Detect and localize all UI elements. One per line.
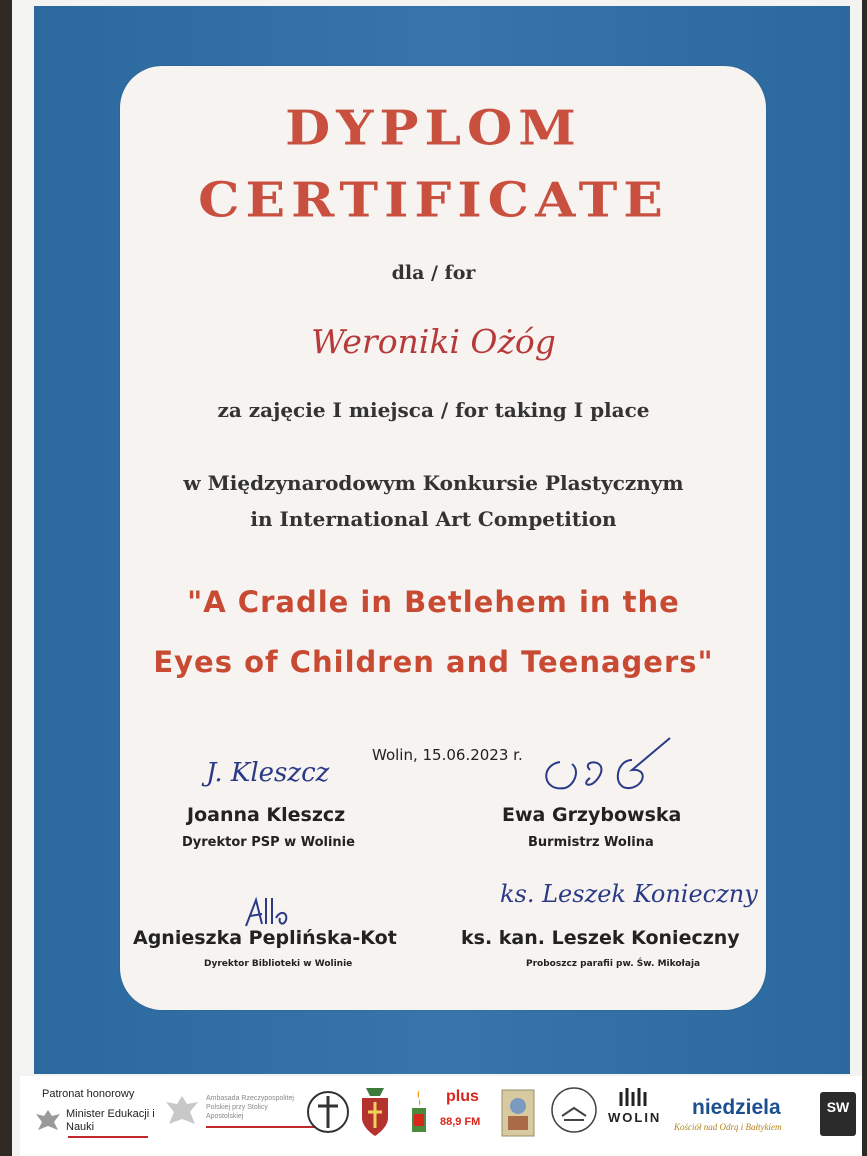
niedziela-subtitle: Kościół nad Odrą i Bałtykiem — [674, 1122, 782, 1132]
signatory-role-2: Burmistrz Wolina — [528, 835, 654, 850]
embassy-label: Ambasada Rzeczypospolitej Polskiej przy Stolicy Apostolskiej — [206, 1095, 294, 1120]
embassy-underline — [206, 1126, 316, 1128]
title-polish: DYPLOM — [285, 100, 582, 157]
minister-label: Minister Edukacji i Nauki — [66, 1108, 155, 1133]
minister-underline — [68, 1136, 148, 1138]
embassy-eagle-icon — [162, 1092, 202, 1136]
signatory-role-1: Dyrektor PSP w Wolinie — [182, 835, 355, 850]
niedziela-label: niedziela — [692, 1096, 781, 1119]
cross-dove-logo-icon — [306, 1086, 350, 1138]
signatory-name-2: Ewa Grzybowska — [502, 804, 682, 826]
signatory-name-4: ks. kan. Leszek Konieczny — [461, 927, 740, 949]
wolin-logo-icon — [618, 1086, 652, 1108]
theme-line-2: Eyes of Children and Teenagers" — [153, 645, 714, 679]
theme-line-1: "A Cradle in Betlehem in the — [187, 585, 680, 619]
signatory-role-3: Dyrektor Biblioteki w Wolinie — [204, 959, 353, 969]
library-logo-icon — [548, 1084, 600, 1142]
signatory-name-1: Joanna Kleszcz — [187, 804, 346, 826]
signatory-name-3: Agnieszka Peplińska-Kot — [133, 927, 397, 949]
competition-english: in International Art Competition — [250, 507, 617, 531]
competition-polish: w Międzynarodowym Konkursie Plastycznym — [183, 471, 684, 495]
sponsors-strip — [20, 1076, 862, 1156]
radio-frequency: 88,9 FM — [440, 1116, 481, 1128]
signature-konieczny: ks. Leszek Konieczny — [500, 880, 758, 908]
title-english: CERTIFICATE — [198, 172, 669, 229]
eagle-emblem-icon — [34, 1106, 62, 1136]
icon-painting-logo-icon — [500, 1088, 536, 1138]
signatory-role-4: Proboszcz parafii pw. Św. Mikołaja — [526, 959, 701, 969]
for-label: dla / for — [391, 262, 476, 284]
signature-grzybowska — [520, 730, 700, 800]
place-date: Wolin, 15.06.2023 r. — [372, 746, 523, 764]
candle-logo-icon — [406, 1086, 432, 1138]
patronat-label: Patronat honorowy — [42, 1088, 135, 1100]
recipient-name: Weroniki Ożóg — [311, 322, 556, 361]
sw-logo: SW — [820, 1092, 856, 1136]
signature-kleszcz: J. Kleszcz — [206, 758, 330, 788]
radio-plus-label: plus — [446, 1088, 479, 1105]
award-text: za zajęcie I miejsca / for taking I place — [217, 398, 650, 422]
bishop-coat-of-arms-icon — [356, 1084, 394, 1142]
wolin-label: WOLIN — [608, 1110, 662, 1125]
